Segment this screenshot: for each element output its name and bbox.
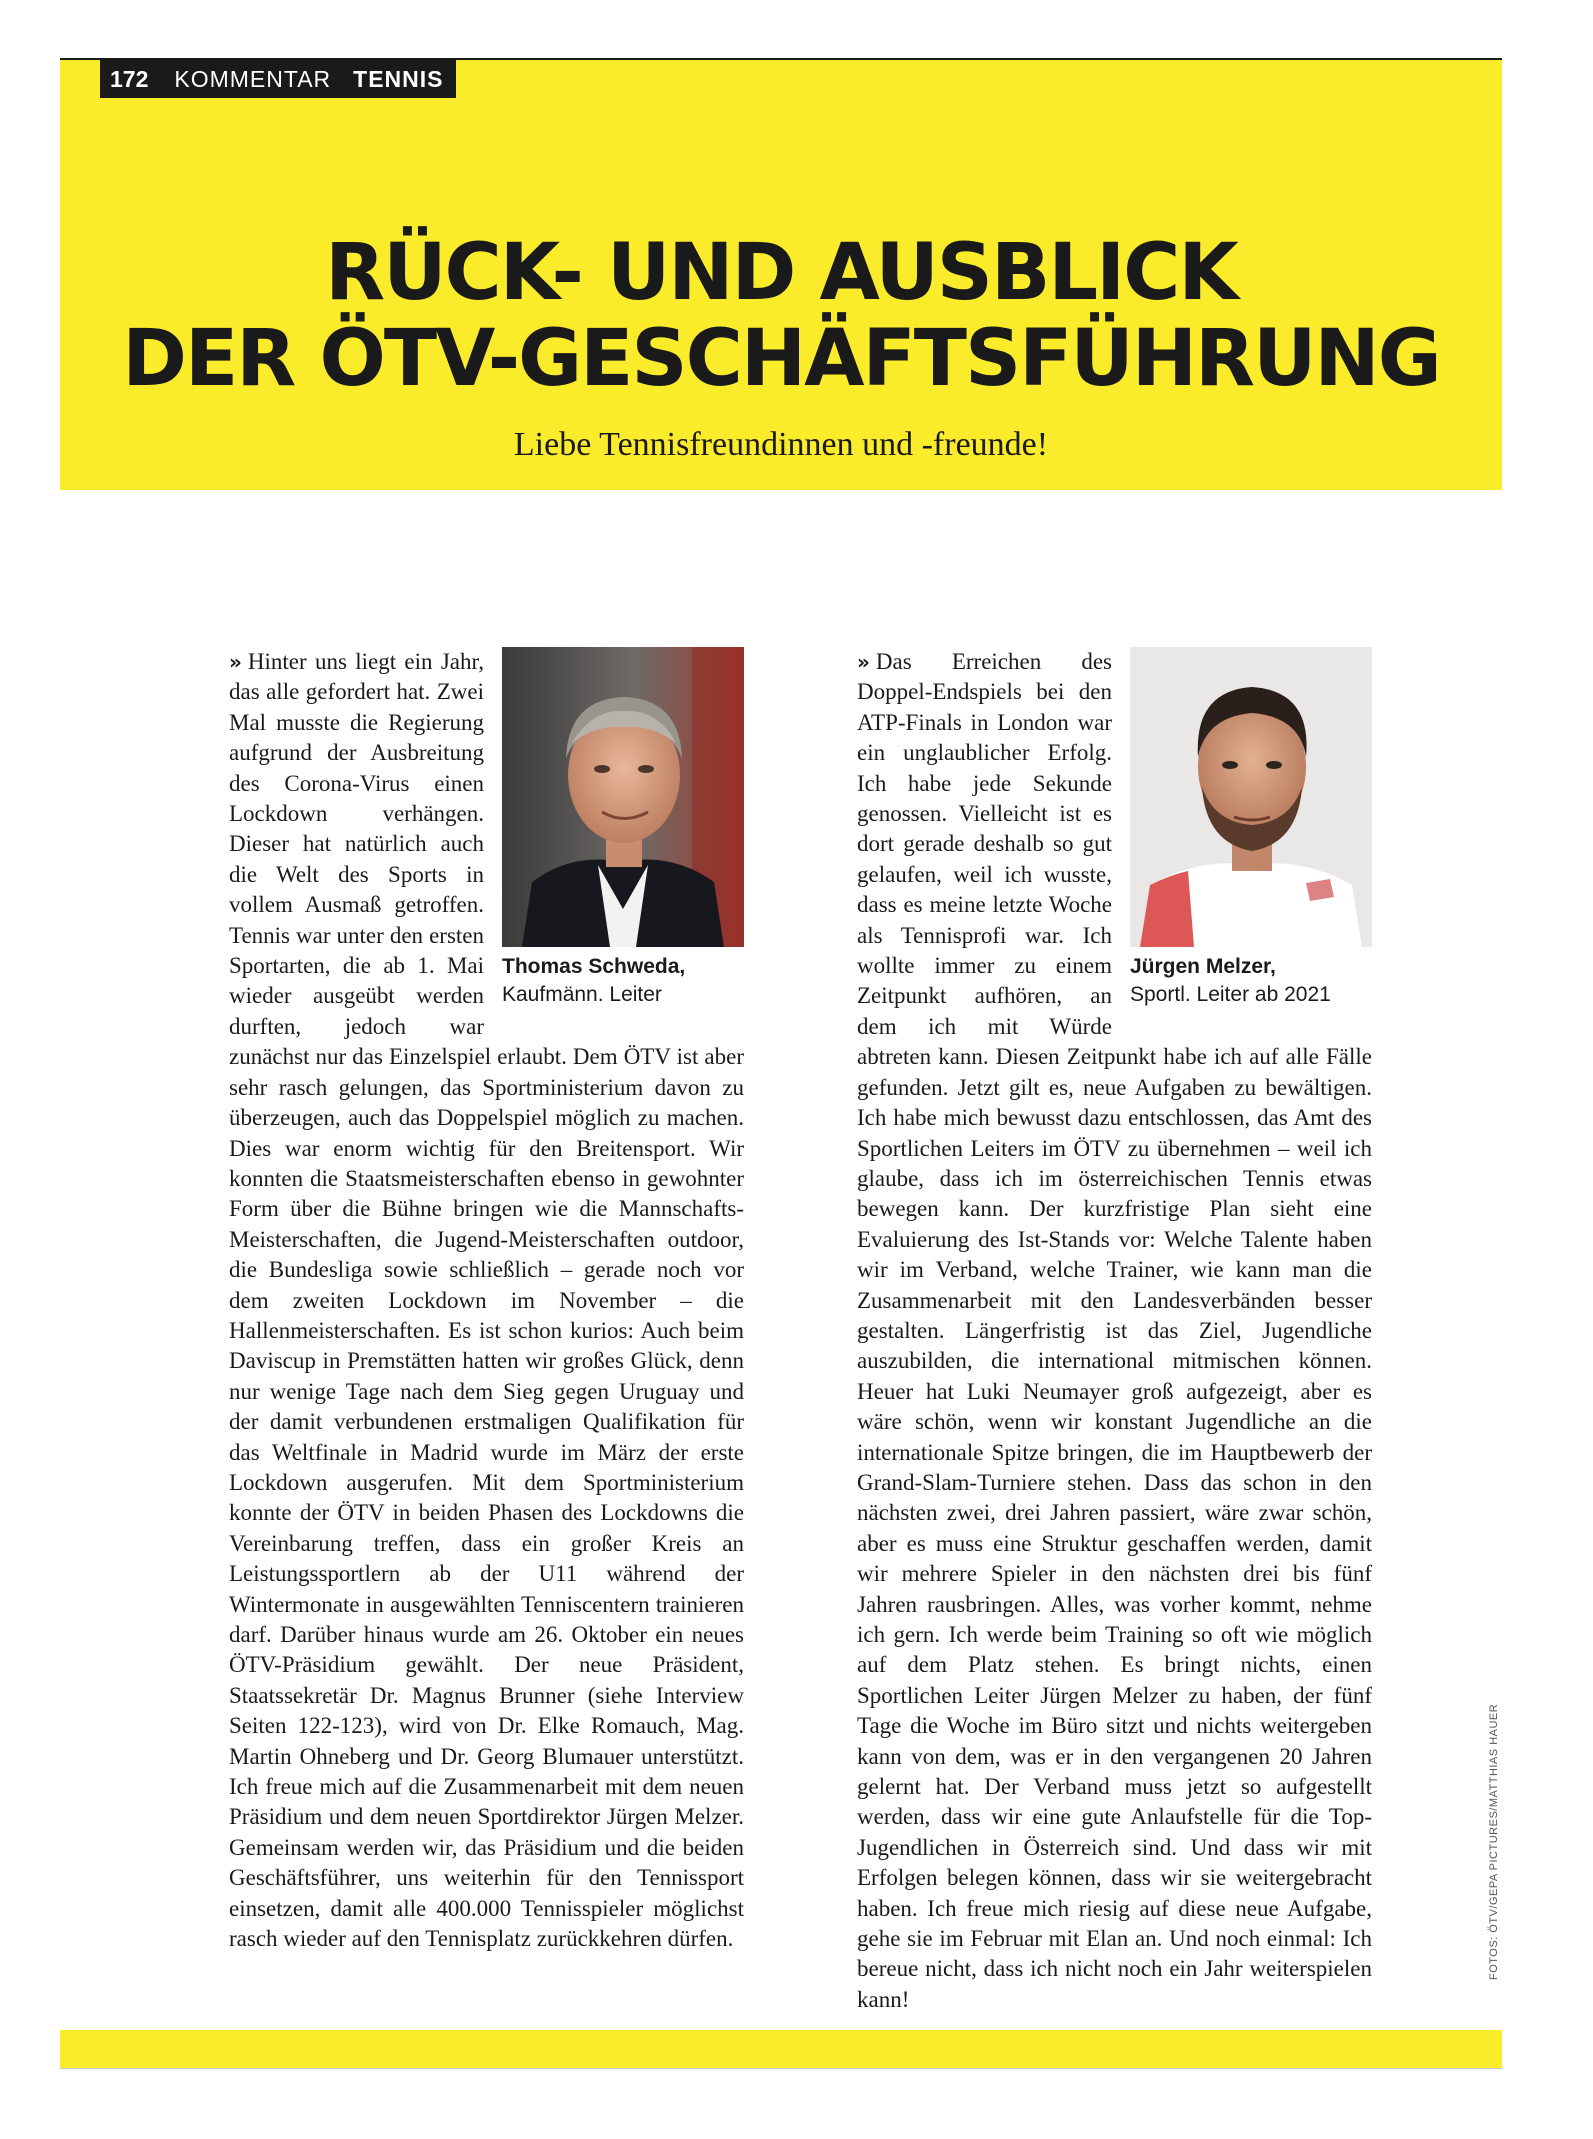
caption-role: Kaufmänn. Leiter	[502, 983, 662, 1006]
quote-mark-icon: »	[857, 650, 870, 674]
portrait-thomas-schweda	[502, 647, 744, 947]
page-number: 172	[110, 65, 149, 92]
section-tag	[100, 60, 456, 98]
left-column	[229, 647, 744, 1954]
footer-rule	[60, 2068, 1502, 2069]
portrait-caption-left	[502, 953, 744, 1009]
portrait-caption-right	[1130, 953, 1372, 1009]
section-label: KOMMENTAR	[174, 65, 332, 92]
photo-credit: FOTOS: ÖTV/GEPA PICTURES/MATTHIAS HAUER	[1488, 1703, 1500, 1980]
title-line-1: RÜCK- UND AUSBLICK	[325, 228, 1237, 318]
right-column	[857, 647, 1372, 2015]
article-body-right: Das Erreichen des Doppel-Endspiels bei den ATP-Finals in London war ein unglaublicher Erfolg. Ich habe jede Sekunde genossen. Vielleicht ist es dort gerade deshalb so gut gelaufen, weil ich wusste, dass es meine letzte Woche als Tennisprofi war. Ich wollte immer zu einem Zeitpunkt aufhören, an dem ich mit Würde abtreten kann. Diesen Zeitpunkt habe ich auf alle Fälle gefunden. Jetzt gilt es, neue Aufgaben zu bewältigen. Ich habe mich bewusst dazu entschlossen, das Amt des Sportlichen Leiters im ÖTV zu übernehmen – weil ich glaube, dass ich im österreichischen Tennis etwas bewegen kann. Der kurzfristige Plan sieht eine Evaluierung des Ist-Stands vor: Welche Talente haben wir im Verband, welche Trainer, wie kann man die Zusammenarbeit mit den Landesverbänden besser gestalten. Längerfristig ist das Ziel, Jugendliche auszubilden, die international mitmischen können. Heuer hat Luki Neumayer groß aufgezeigt, aber es wäre schön, wenn wir konstant Jugendliche an die internationale Spitze bringen, die im Hauptbewerb der Grand-Slam-Turniere stehen. Dass das schon in den nächsten zwei, drei Jahren passiert, wäre zwar schön, aber es muss eine Struktur geschaffen werden, damit wir mehrere Spieler in den nächsten drei bis fünf Jahren rausbringen. Alles, was vorher kommt, nehme ich gern. Ich werde beim Training so oft wie möglich auf dem Platz stehen. Es bringt nichts, einen Sportlichen Leiter Jürgen Melzer zu haben, der fünf Tage die Woche im Büro sitzt und nichts weitergeben kann von dem, was er in den vergangenen 20 Jahren gelernt hat. Der Verband muss jetzt so aufgestellt werden, dass wir eine gute Anlaufstelle für die Top-Jugendlichen in Österreich sind. Und dass wir mit Erfolgen belegen können, dass wir sie weitergebracht haben. Ich freue mich riesig auf diese neue Aufgabe, gehe sie im Februar mit Elan an. Und noch einmal: Ich bereue nicht, dass ich nicht noch ein Jahr weiterspielen kann!	[857, 649, 1372, 2012]
caption-name: Thomas Schweda,	[502, 955, 686, 978]
article-body-left: Hinter uns liegt ein Jahr, das alle gefordert hat. Zwei Mal musste die Regierung aufgrund der Ausbreitung des Corona-Virus einen Lockdown verhängen. Dieser hat natürlich auch die Welt des Sports in vollem Ausmaß getroffen. Tennis war unter den ersten Sportarten, die ab 1. Mai wieder ausgeübt werden durften, jedoch war zunächst nur das Einzelspiel erlaubt. Dem ÖTV ist aber sehr rasch gelungen, das Sportministerium davon zu überzeugen, auch das Doppelspiel möglich zu machen. Dies war enorm wichtig für den Breitensport. Wir konnten die Staatsmeisterschaften ebenso in gewohnter Form über die Bühne bringen wie die Mannschafts-Meisterschaften, die Jugend-Meisterschaften outdoor, die Bundesliga sowie schließlich – gerade noch vor dem zweiten Lockdown im November – die Hallenmeisterschaften. Es ist schon kurios: Auch beim Daviscup in Premstätten hatten wir großes Glück, denn nur wenige Tage nach dem Sieg gegen Uruguay und der damit verbundenen erstmaligen Qualifikation für das Weltfinale in Madrid wurde im März der erste Lockdown ausgerufen. Mit dem Sportministerium konnte der ÖTV in beiden Phasen des Lockdowns die Vereinbarung treffen, dass ein großer Kreis an Leistungssportlern ab der U11 während der Wintermonate in ausgewählten Tenniscentern trainieren darf. Darüber hinaus wurde am 26. Oktober ein neues ÖTV-Präsidium gewählt. Der neue Präsident, Staatssekretär Dr. Magnus Brunner (siehe Interview Seiten 122-123), wird von Dr. Elke Romauch, Mag. Martin Ohneberg und Dr. Georg Blumauer unterstützt. Ich freue mich auf die Zusammenarbeit mit dem neuen Präsidium und dem neuen Sportdirektor Jürgen Melzer. Gemeinsam werden wir, das Präsidium und die beiden Geschäftsführer, uns weiterhin für den Tennissport einsetzen, damit alle 400.000 Tennisspieler möglichst rasch wieder auf den Tennisplatz zurückkehren dürfen.	[229, 649, 744, 1952]
portrait-image	[1130, 647, 1372, 947]
title-line-2: DER ÖTV-GESCHÄFTSFÜHRUNG	[122, 314, 1440, 404]
page-title	[60, 230, 1502, 402]
topic-label: TENNIS	[353, 65, 444, 92]
salutation: Liebe Tennisfreundinnen und -freunde!	[513, 426, 1049, 463]
caption-name: Jürgen Melzer,	[1130, 955, 1276, 978]
caption-role: Sportl. Leiter ab 2021	[1130, 983, 1331, 1006]
portrait-juergen-melzer	[1130, 647, 1372, 947]
quote-mark-icon: »	[229, 650, 242, 674]
footer-banner	[60, 2030, 1502, 2068]
portrait-image	[502, 647, 744, 947]
